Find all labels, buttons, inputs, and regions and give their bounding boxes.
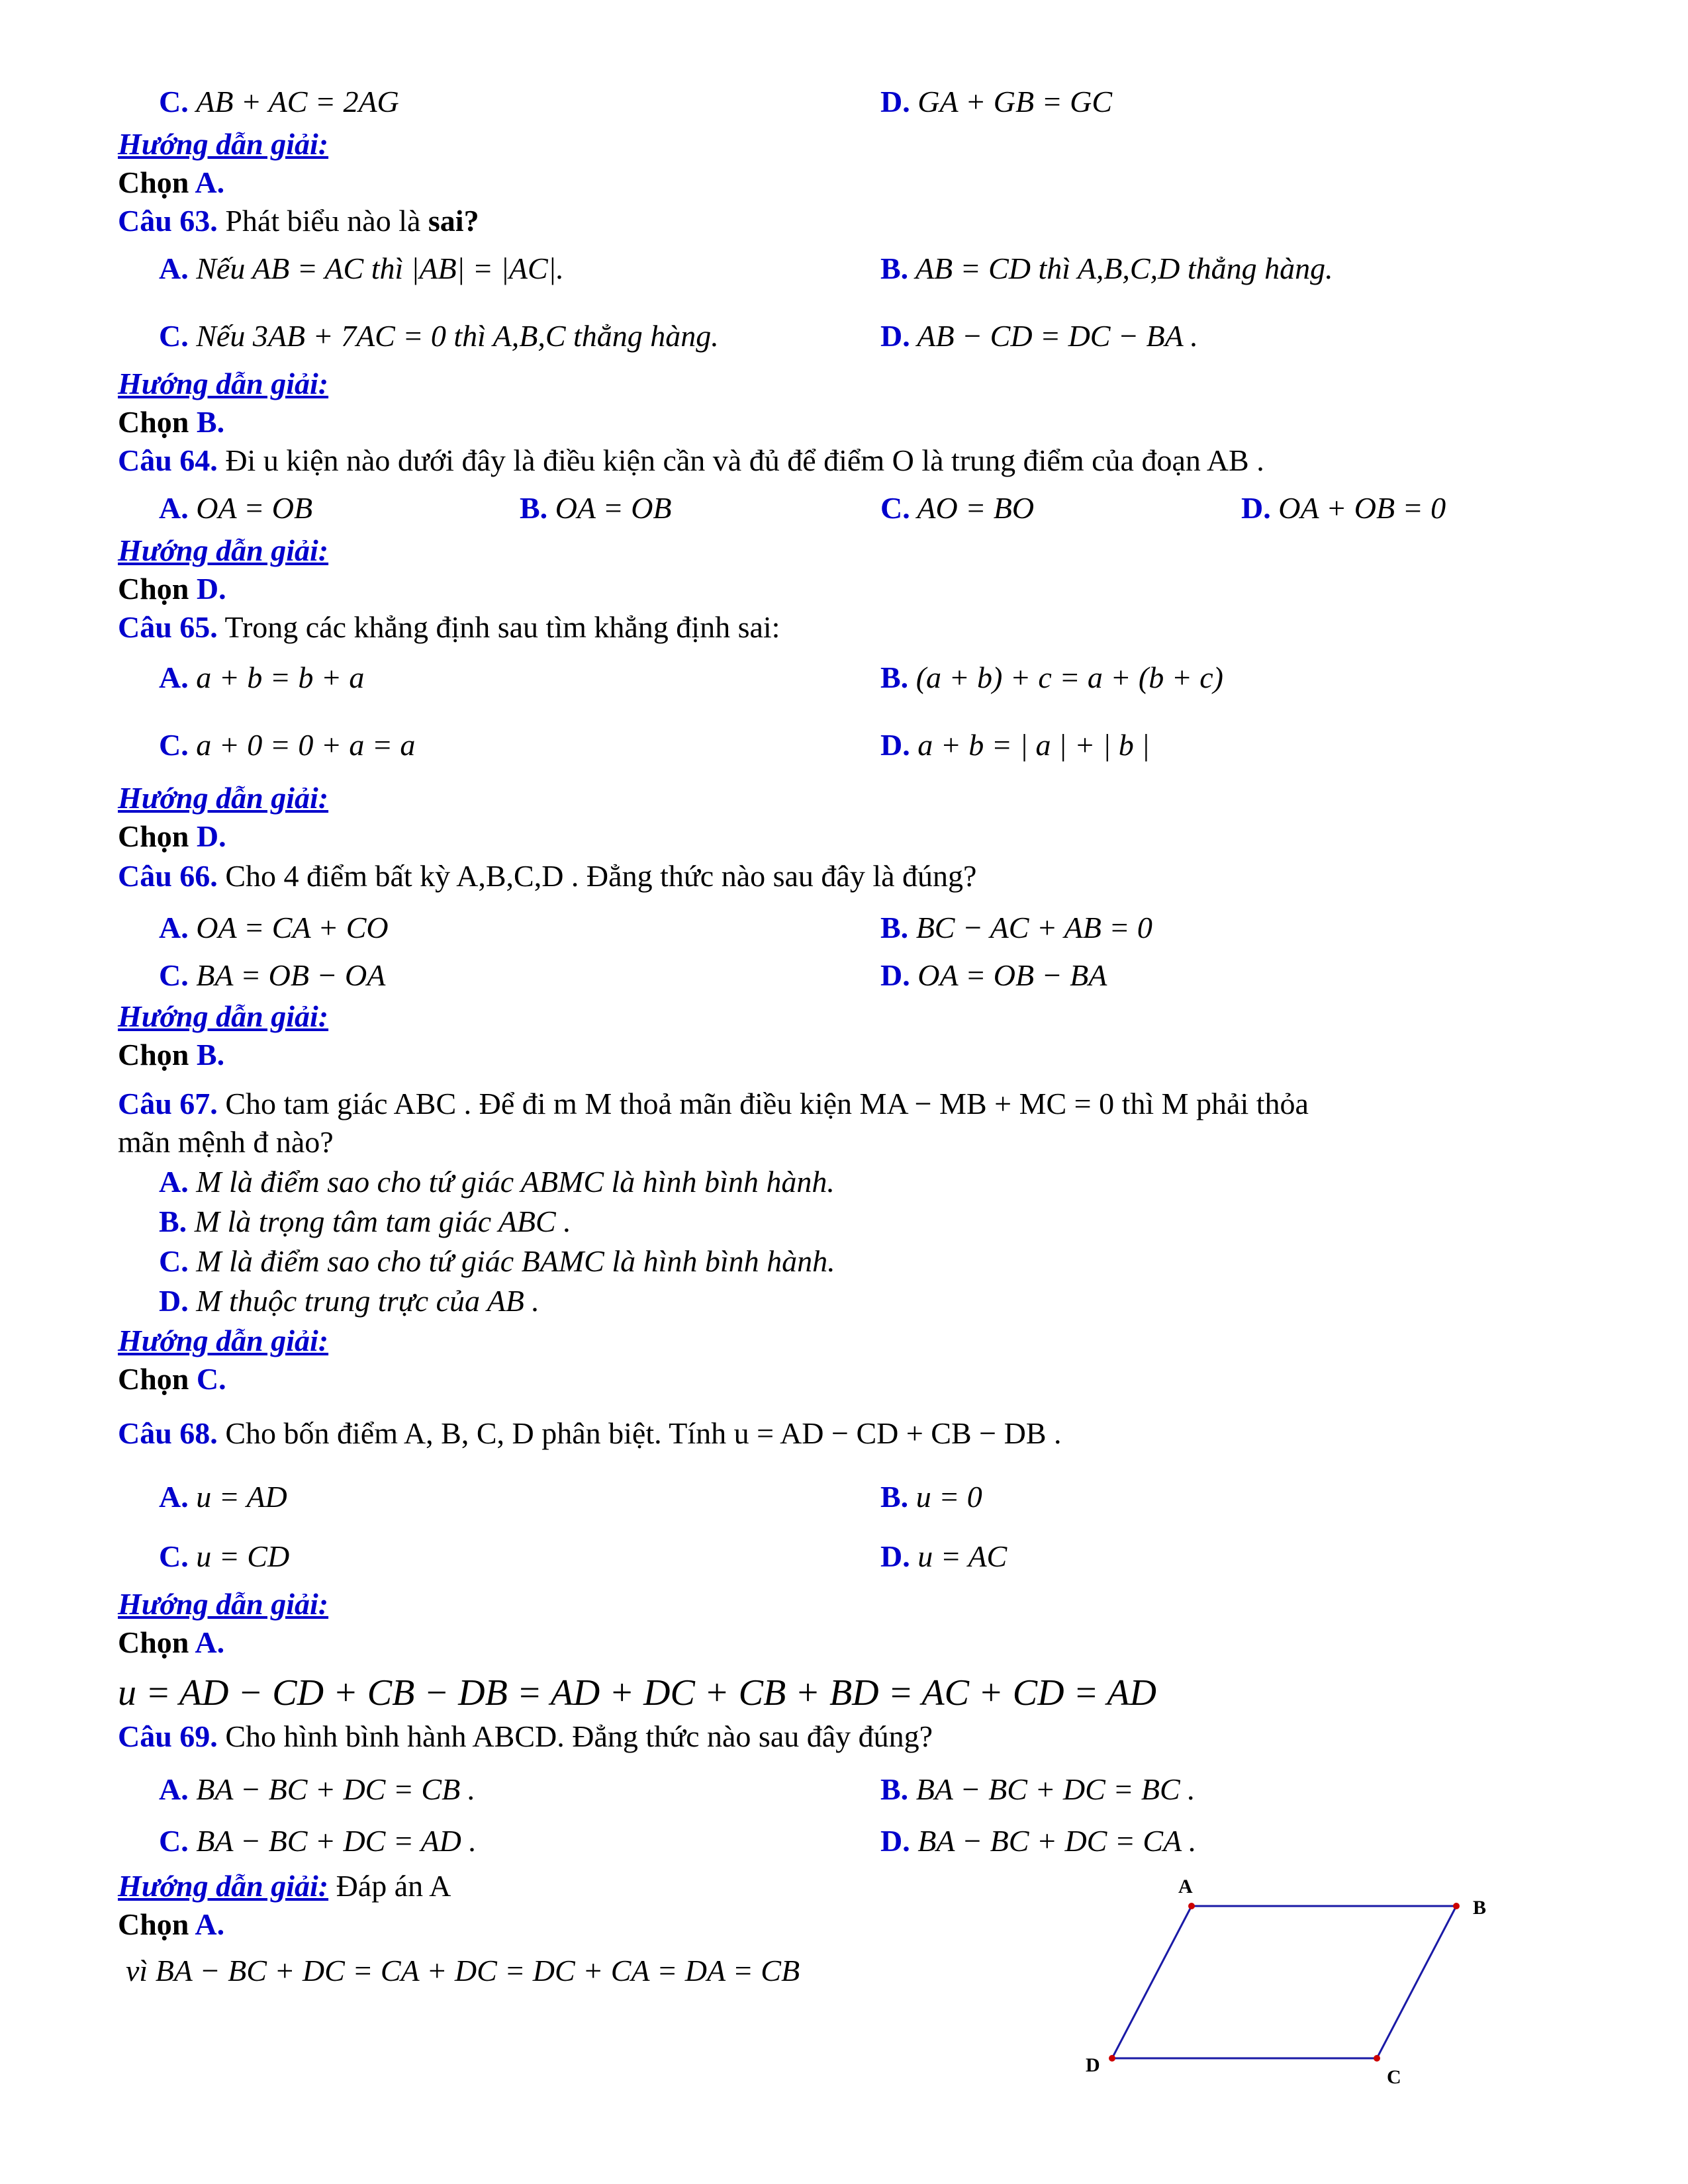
q63-option-b: B. AB = CD thì A,B,C,D thẳng hàng.	[880, 251, 1333, 285]
q69-option-b: B. BA − BC + DC = BC .	[880, 1772, 1196, 1806]
q69-option-d: D. BA − BC + DC = CA .	[880, 1824, 1197, 1858]
q64-question: Câu 64. Đi u kiện nào dưới đây là điều kiện cần và đủ để điểm O là trung điểm của đoạn AB .	[118, 443, 1264, 477]
q66-option-a: A. OA = CA + CO	[159, 911, 389, 944]
q66-question: Câu 66. Cho 4 điểm bất kỳ A,B,C,D . Đẳng thức nào sau đây là đúng?	[118, 859, 977, 893]
q69-option-a: A. BA − BC + DC = CB .	[159, 1772, 476, 1806]
q62-guide: Hướng dẫn giải:	[118, 127, 329, 161]
q67-question: Câu 67. Cho tam giác ABC . Để đi m M thoả mãn điều kiện MA − MB + MC = 0 thì M phải thỏa	[118, 1087, 1309, 1120]
q68-question: Câu 68. Cho bốn điểm A, B, C, D phân biệt. Tính u = AD − CD + CB − DB .	[118, 1416, 1062, 1450]
q66-option-c: C. BA = OB − OA	[159, 958, 386, 992]
q67-option-c: C. M là điểm sao cho tứ giác BAMC là hình bình hành.	[159, 1244, 835, 1278]
q65-option-a: A. a + b = b + a	[159, 660, 365, 694]
q64-option-c: C. AO = BO	[880, 491, 1035, 525]
label-b: B	[1473, 1897, 1487, 1919]
parallelogram-shape	[1112, 1906, 1456, 2058]
q68-option-d: D. u = AC	[880, 1539, 1008, 1573]
q63-question: Câu 63. Phát biểu nào là sai?	[118, 204, 479, 238]
q66-option-b: B. BC − AC + AB = 0	[880, 911, 1152, 944]
q62-option-c: C. AB + AC = 2AG	[159, 85, 399, 118]
q67-guide: Hướng dẫn giải:	[118, 1324, 329, 1357]
point-c	[1374, 2055, 1380, 2062]
label-c: C	[1387, 2066, 1401, 2088]
q62-answer: Chọn A.	[118, 165, 225, 199]
q64-option-a: A. OA = OB	[159, 491, 313, 525]
q68-option-a: A. u = AD	[159, 1480, 287, 1514]
parallelogram-figure	[1086, 1873, 1509, 2098]
q66-answer: Chọn B.	[118, 1038, 225, 1071]
q69-solution: vì BA − BC + DC = CA + DC = DC + CA = DA = CB	[126, 1954, 800, 1987]
q64-guide: Hướng dẫn giải:	[118, 533, 329, 567]
label-d: D	[1086, 2054, 1100, 2076]
label-a: A	[1178, 1876, 1193, 1897]
q66-option-d: D. OA = OB − BA	[880, 958, 1107, 992]
point-a	[1188, 1903, 1195, 1909]
q67-option-b: B. M là trọng tâm tam giác ABC .	[159, 1205, 571, 1238]
point-d	[1109, 2055, 1115, 2062]
q64-answer: Chọn D.	[118, 572, 226, 606]
q68-guide: Hướng dẫn giải:	[118, 1587, 329, 1621]
q63-guide: Hướng dẫn giải:	[118, 367, 329, 400]
q66-guide: Hướng dẫn giải:	[118, 999, 329, 1033]
q69-option-c: C. BA − BC + DC = AD .	[159, 1824, 477, 1858]
q63-option-c: C. Nếu 3AB + 7AC = 0 thì A,B,C thẳng hàng.	[159, 319, 719, 353]
q69-guide-extra: Đáp án A	[328, 1869, 451, 1903]
q69-guide-line	[118, 1868, 451, 1905]
q68-option-b: B. u = 0	[880, 1480, 982, 1514]
q65-guide: Hướng dẫn giải:	[118, 781, 329, 815]
q65-option-b: B. (a + b) + c = a + (b + c)	[880, 660, 1223, 694]
q68-answer: Chọn A.	[118, 1625, 225, 1659]
q67-option-a: A. M là điểm sao cho tứ giác ABMC là hình bình hành.	[159, 1165, 835, 1199]
q63-answer: Chọn B.	[118, 405, 225, 439]
q64-option-b: B. OA = OB	[520, 491, 672, 525]
q67-option-d: D. M thuộc trung trực của AB .	[159, 1284, 539, 1318]
q69-answer: Chọn A.	[118, 1907, 225, 1941]
q65-answer: Chọn D.	[118, 819, 226, 853]
q69-question: Câu 69. Cho hình bình hành ABCD. Đẳng thức nào sau đây đúng?	[118, 1719, 933, 1753]
q67-answer: Chọn C.	[118, 1362, 226, 1396]
q65-option-d: D. a + b = | a | + | b |	[880, 728, 1150, 762]
q62-option-c-text: AB + AC = 2AG	[196, 85, 399, 118]
q64-option-d: D. OA + OB = 0	[1241, 491, 1446, 525]
q68-option-c: C. u = CD	[159, 1539, 290, 1573]
q67-question-cont: mãn mệnh đ nào?	[118, 1125, 334, 1159]
q65-option-c: C. a + 0 = 0 + a = a	[159, 728, 416, 762]
q63-option-d: D. AB − CD = DC − BA .	[880, 319, 1198, 353]
q69-guide: Hướng dẫn giải:	[118, 1869, 329, 1903]
q62-option-d: D. GA + GB = GC	[880, 85, 1113, 118]
q68-solution: u = AD − CD + CB − DB = AD + DC + CB + BD = AC + CD = AD	[118, 1672, 1156, 1713]
q65-question: Câu 65. Trong các khẳng định sau tìm khẳng định sai:	[118, 610, 780, 644]
q62-option-d-text: GA + GB = GC	[917, 85, 1113, 118]
point-b	[1453, 1903, 1460, 1909]
q63-option-a: A. Nếu AB = AC thì |AB| = |AC|.	[159, 251, 564, 285]
